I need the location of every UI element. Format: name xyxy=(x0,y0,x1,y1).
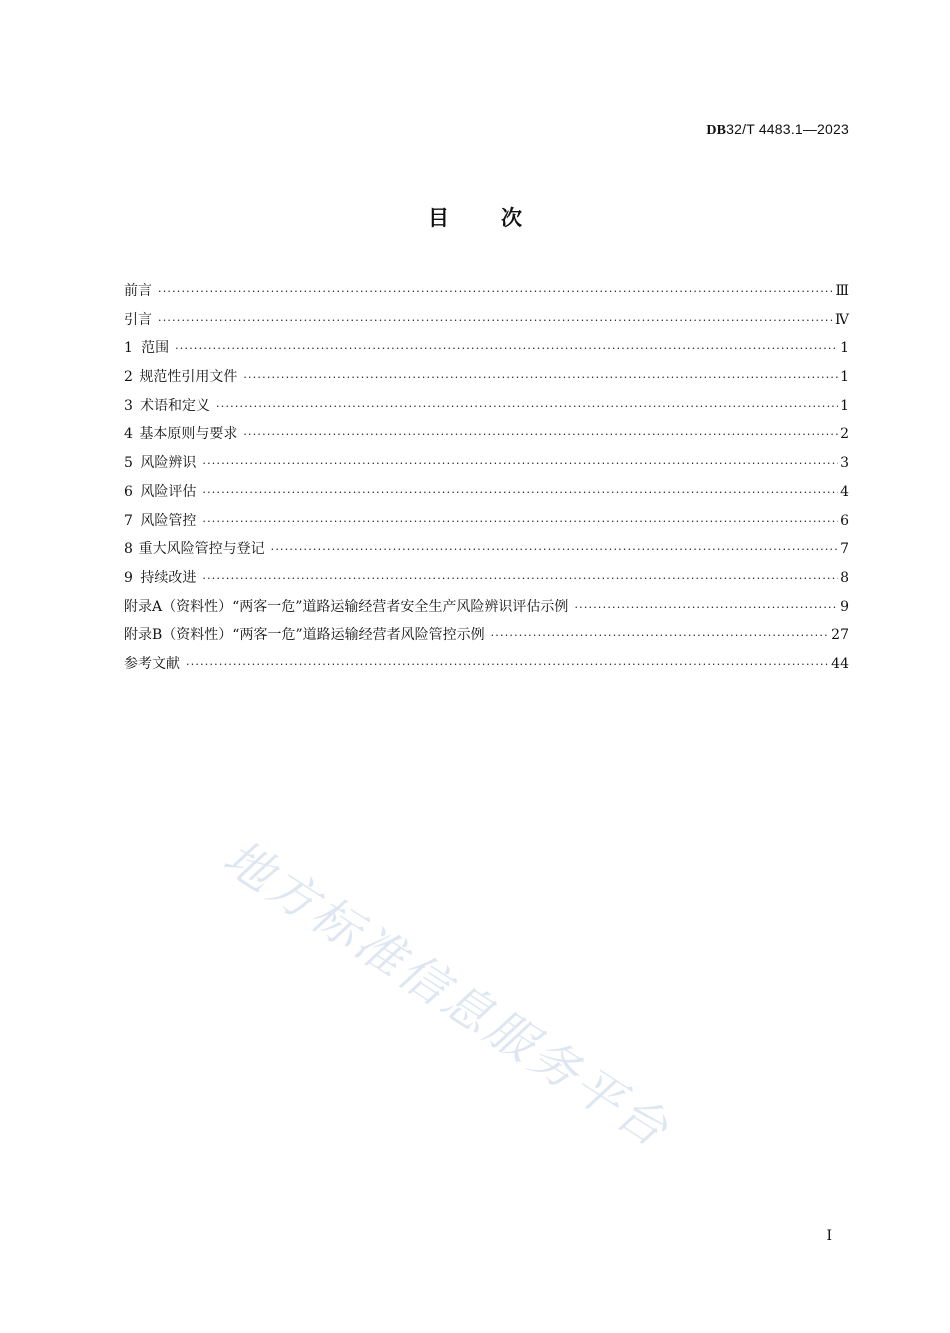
toc-entry-number: 6 xyxy=(124,483,133,500)
toc-entry[interactable] xyxy=(124,338,849,367)
document-code-prefix: DB xyxy=(706,123,727,138)
toc-entry-number: 5 xyxy=(124,455,133,472)
toc-entry-label: 持续改进 xyxy=(140,569,197,586)
toc-entry-page: 1 xyxy=(840,397,849,414)
toc-leader-dots xyxy=(158,282,833,302)
document-code xyxy=(706,121,849,139)
toc-leader-dots xyxy=(574,598,838,618)
toc-leader-dots xyxy=(271,540,838,560)
toc-entry[interactable] xyxy=(124,482,849,511)
toc-entry[interactable] xyxy=(124,568,849,597)
toc-entry-label: 范围 xyxy=(141,340,170,357)
toc-entry-page: 27 xyxy=(831,627,849,644)
table-of-contents xyxy=(124,281,849,683)
toc-entry-number: 2 xyxy=(124,369,133,386)
toc-entry[interactable] xyxy=(124,511,849,540)
toc-entry-number: 7 xyxy=(124,512,133,529)
toc-entry-page: 1 xyxy=(840,369,849,386)
toc-entry-appendix-a[interactable] xyxy=(124,597,849,626)
toc-leader-dots xyxy=(202,569,838,589)
toc-entry-label: 风险管控 xyxy=(140,512,197,529)
toc-entry-page: Ⅳ xyxy=(835,311,849,328)
toc-entry[interactable] xyxy=(124,424,849,453)
toc-entry-label: 术语和定义 xyxy=(140,397,211,414)
toc-entry-label: 附录B（资料性）“两客一危”道路运输经营者风险管控示例 xyxy=(124,627,485,644)
toc-entry[interactable] xyxy=(124,310,849,339)
toc-leader-dots xyxy=(175,339,838,359)
toc-leader-dots xyxy=(491,626,830,646)
toc-entry-appendix-b[interactable] xyxy=(124,625,849,654)
toc-entry-number: 8 xyxy=(124,541,133,558)
page-title: 目次 xyxy=(428,206,574,230)
toc-entry-page: Ⅲ xyxy=(835,283,849,299)
toc-entry-label: 风险评估 xyxy=(140,483,197,500)
toc-leader-dots xyxy=(243,368,838,388)
toc-entry-page: 44 xyxy=(831,655,849,672)
toc-entry[interactable] xyxy=(124,539,849,568)
toc-entry-label: 前言 xyxy=(124,283,152,299)
toc-leader-dots xyxy=(158,311,833,331)
toc-entry-label: 重大风险管控与登记 xyxy=(138,541,265,558)
toc-entry-page: 7 xyxy=(840,541,849,558)
toc-entry[interactable] xyxy=(124,396,849,425)
toc-entry-page: 4 xyxy=(840,483,849,500)
toc-entry-references[interactable] xyxy=(124,654,849,683)
toc-entry-page: 6 xyxy=(840,512,849,529)
page-number: I xyxy=(826,1228,832,1244)
toc-leader-dots xyxy=(243,425,838,445)
toc-entry-label: 参考文献 xyxy=(124,655,180,672)
toc-entry-page: 1 xyxy=(840,340,849,357)
toc-entry-page: 9 xyxy=(840,598,849,615)
toc-entry-label: 附录A（资料性）“两客一危”道路运输经营者安全生产风险辨识评估示例 xyxy=(124,598,569,615)
toc-entry-label: 风险辨识 xyxy=(140,455,197,472)
toc-leader-dots xyxy=(202,454,838,474)
toc-entry-page: 8 xyxy=(840,569,849,586)
toc-leader-dots xyxy=(216,397,838,417)
toc-entry-page: 3 xyxy=(840,455,849,472)
toc-entry[interactable] xyxy=(124,453,849,482)
toc-entry-label: 规范性引用文件 xyxy=(139,369,238,386)
toc-entry[interactable] xyxy=(124,281,849,310)
toc-entry-number: 1 xyxy=(124,340,133,357)
toc-leader-dots xyxy=(202,483,838,503)
toc-leader-dots xyxy=(202,512,838,532)
toc-leader-dots xyxy=(186,655,829,675)
toc-entry-number: 4 xyxy=(124,426,133,443)
toc-entry-number: 9 xyxy=(124,569,133,586)
document-code-number: 32/T 4483.1—2023 xyxy=(726,121,849,137)
watermark: 地方标准信息服务平台 xyxy=(213,829,681,1160)
toc-entry-number: 3 xyxy=(124,397,133,414)
toc-entry[interactable] xyxy=(124,367,849,396)
toc-entry-label: 引言 xyxy=(124,311,152,328)
toc-entry-page: 2 xyxy=(840,426,849,443)
toc-entry-label: 基本原则与要求 xyxy=(139,426,238,443)
